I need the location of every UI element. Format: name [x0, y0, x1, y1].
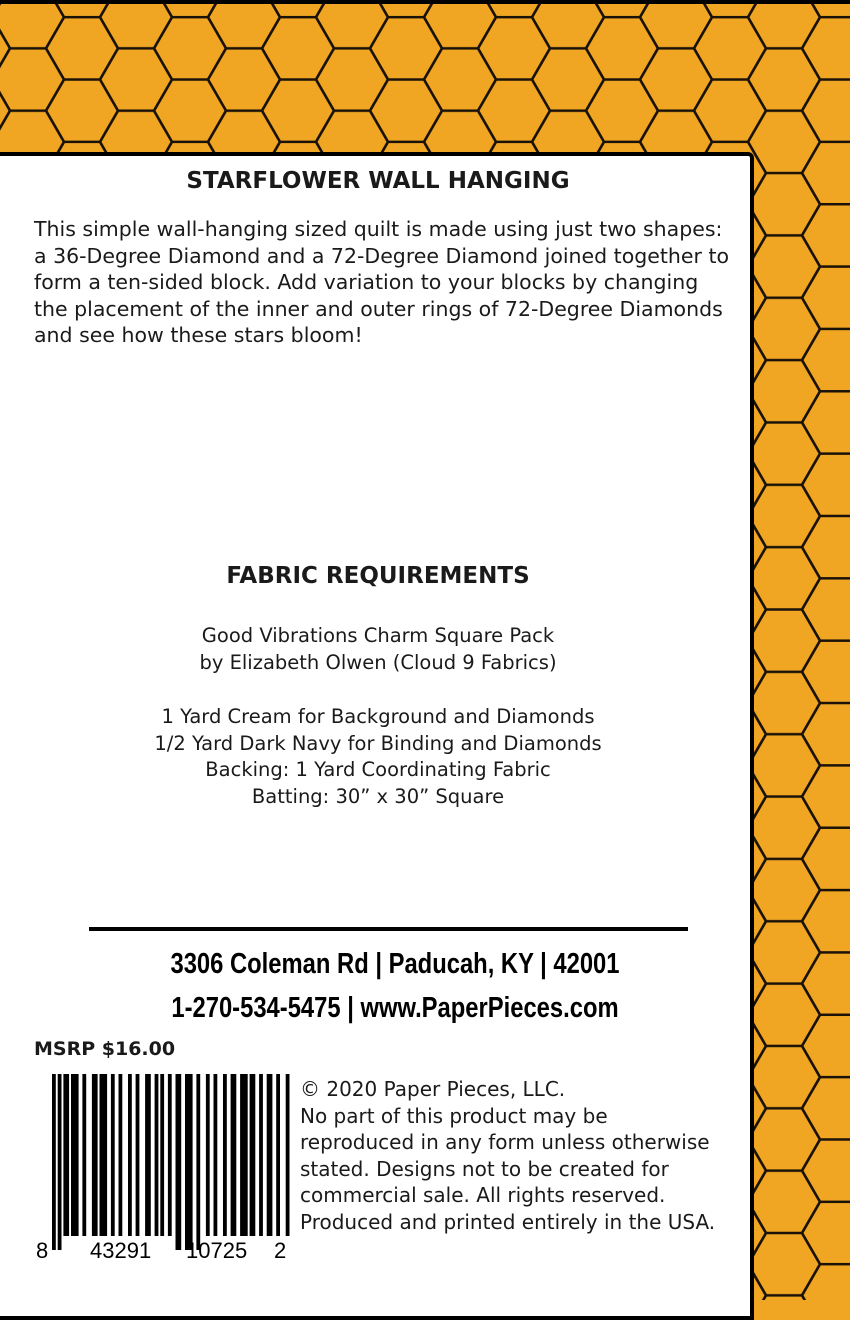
- pack-line: by Elizabeth Olwen (Cloud 9 Fabrics): [199, 650, 557, 674]
- fabric-item: 1/2 Yard Dark Navy for Binding and Diamonds: [154, 731, 602, 755]
- legal-line: No part of this product may be: [300, 1103, 608, 1128]
- barcode-bar: [259, 1074, 263, 1236]
- barcode-bar: [63, 1074, 69, 1236]
- barcode-bar: [206, 1074, 210, 1236]
- barcode-bar: [145, 1074, 151, 1236]
- fabric-list: [0, 704, 756, 810]
- barcode-bar: [155, 1074, 159, 1236]
- barcode-digit-first: 8: [36, 1238, 49, 1262]
- barcode-bar: [136, 1074, 140, 1236]
- fabric-item: 1 Yard Cream for Background and Diamonds: [161, 705, 595, 728]
- barcode-bar: [58, 1074, 62, 1250]
- barcode-digit-last: 2: [274, 1238, 287, 1262]
- fabric-heading: FABRIC REQUIREMENTS: [226, 563, 530, 589]
- msrp-price: MSRP $16.00: [34, 1038, 176, 1060]
- legal-line: reproduced in any form unless otherwise: [300, 1130, 710, 1154]
- phone-website: 1-270-534-5475 | www.PaperPieces.com: [171, 992, 619, 1024]
- barcode: [30, 1070, 290, 1262]
- divider: [89, 927, 688, 931]
- barcode-bar: [128, 1074, 132, 1236]
- barcode-bar: [250, 1074, 256, 1236]
- page-title: STARFLOWER WALL HANGING: [186, 168, 570, 194]
- pack-line: Good Vibrations Charm Square Pack: [201, 624, 555, 647]
- copyright-notice: [300, 1076, 750, 1235]
- barcode-bar: [214, 1074, 218, 1236]
- fabric-item: Batting: 30” x 30” Square: [251, 784, 505, 808]
- barcode-digits-right: 10725: [186, 1238, 248, 1262]
- barcode-bar: [276, 1074, 280, 1236]
- barcode-bar: [168, 1074, 172, 1236]
- address: 3306 Coleman Rd | Paducah, KY | 42001: [170, 948, 620, 980]
- legal-line: stated. Designs not to be created for: [300, 1156, 669, 1181]
- barcode-bar: [176, 1074, 182, 1250]
- legal-line: commercial sale. All rights reserved.: [300, 1183, 666, 1207]
- intro-paragraph: This simple wall-hanging sized quilt is made using just two shapes: a 36-Degree Diamond and a 72-Degree Diamond joined together to form a ten-sided block. Add variation to your blocks by changing the placement of the inner and outer rings of 72-Degree Diamonds and see how these stars bloom!: [34, 217, 730, 347]
- legal-line: © 2020 Paper Pieces, LLC.: [300, 1077, 566, 1101]
- barcode-bar: [160, 1074, 164, 1236]
- legal-line: Produced and printed entirely in the USA.: [300, 1209, 716, 1234]
- barcode-bar: [82, 1074, 86, 1236]
- fabric-item: Backing: 1 Yard Coordinating Fabric: [205, 758, 551, 781]
- barcode-digits-left: 43291: [90, 1238, 152, 1262]
- barcode-bar: [52, 1074, 56, 1250]
- barcode-bar: [185, 1074, 193, 1250]
- barcode-bar: [71, 1074, 79, 1236]
- barcode-bar: [223, 1074, 227, 1236]
- barcode-bar: [267, 1074, 273, 1236]
- barcode-bar: [100, 1074, 108, 1236]
- barcode-bar: [240, 1074, 248, 1236]
- barcode-bar: [196, 1074, 200, 1250]
- barcode-bar: [119, 1074, 123, 1236]
- barcode-bar: [92, 1074, 98, 1236]
- barcode-bar: [286, 1074, 290, 1236]
- barcode-bar: [111, 1074, 115, 1236]
- barcode-bar: [231, 1074, 237, 1236]
- fabric-pack: [0, 623, 756, 676]
